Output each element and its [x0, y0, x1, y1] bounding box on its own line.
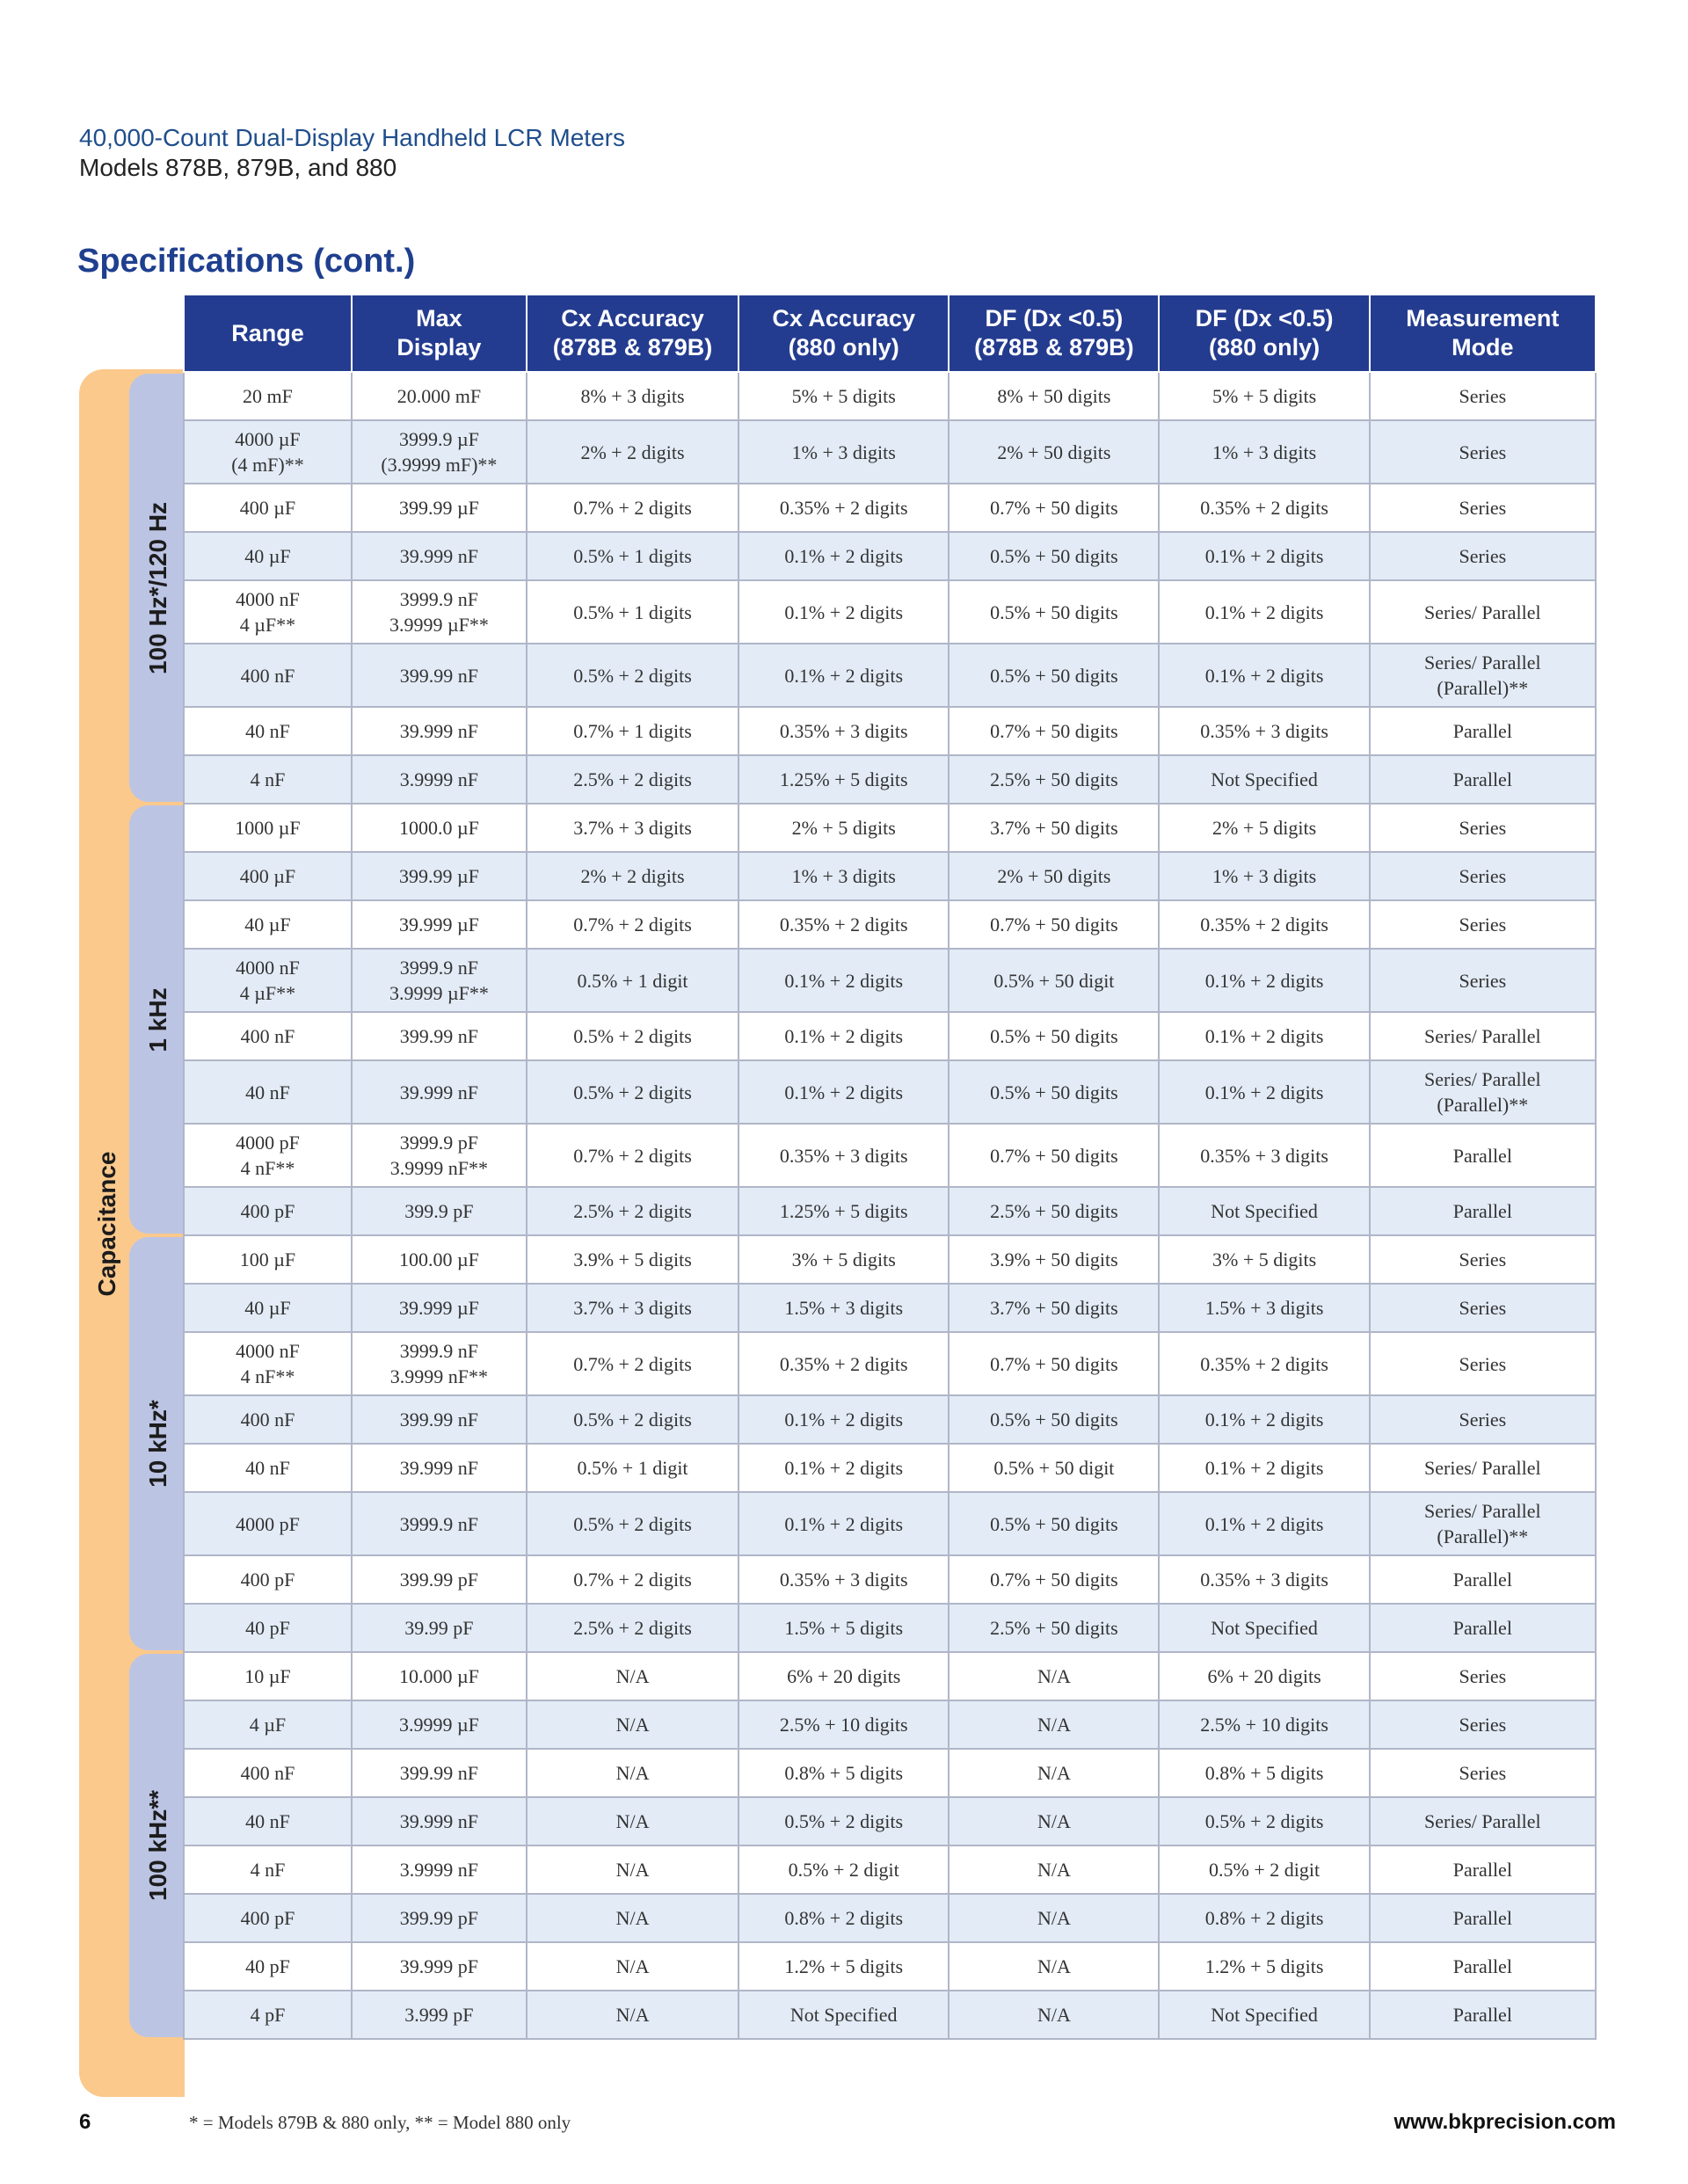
table-cell: Not Specified — [1159, 755, 1369, 804]
table-cell: 3999.9 pF 3.9999 nF** — [352, 1124, 527, 1187]
table-cell: 0.35% + 2 digits — [1159, 484, 1369, 532]
table-cell: Parallel — [1370, 755, 1596, 804]
table-cell: N/A — [527, 1845, 738, 1894]
table-cell: 0.5% + 50 digits — [949, 580, 1159, 644]
table-cell: 0.1% + 2 digits — [738, 532, 949, 580]
table-cell: 1% + 3 digits — [1159, 852, 1369, 900]
table-cell: N/A — [949, 1749, 1159, 1797]
table-cell: 3.999 pF — [352, 1991, 527, 2039]
table-cell: Series — [1370, 372, 1596, 420]
table-cell: Not Specified — [1159, 1991, 1369, 2039]
table-row — [184, 644, 1596, 707]
table-cell: 0.35% + 3 digits — [738, 1124, 949, 1187]
table-cell: N/A — [527, 1894, 738, 1942]
table-cell: 4000 nF 4 µF** — [184, 580, 352, 644]
table-cell: Series/ Parallel (Parallel)** — [1370, 1060, 1596, 1124]
table-cell: 3.9999 nF — [352, 1845, 527, 1894]
table-cell: 3.9999 nF — [352, 755, 527, 804]
table-cell: 2% + 50 digits — [949, 852, 1159, 900]
table-cell: 2% + 5 digits — [1159, 804, 1369, 852]
column-header: Cx Accuracy (880 only) — [738, 295, 949, 372]
table-row — [184, 707, 1596, 755]
table-cell: 400 pF — [184, 1894, 352, 1942]
table-cell: Series — [1370, 532, 1596, 580]
table-cell: 2.5% + 10 digits — [1159, 1700, 1369, 1749]
table-cell: 100 µF — [184, 1235, 352, 1284]
table-cell: 6% + 20 digits — [738, 1652, 949, 1700]
table-cell: N/A — [527, 1700, 738, 1749]
table-cell: 2.5% + 50 digits — [949, 755, 1159, 804]
table-cell: 0.1% + 2 digits — [738, 1060, 949, 1124]
table-cell: 400 nF — [184, 1395, 352, 1444]
table-cell: 0.5% + 2 digits — [527, 1492, 738, 1555]
table-cell: Series/ Parallel — [1370, 1797, 1596, 1845]
table-cell: 0.7% + 50 digits — [949, 1332, 1159, 1395]
table-cell: 3.7% + 3 digits — [527, 804, 738, 852]
table-cell: 40 µF — [184, 532, 352, 580]
table-cell: 0.1% + 2 digits — [1159, 1492, 1369, 1555]
table-cell: 4 nF — [184, 755, 352, 804]
table-cell: 1.5% + 3 digits — [1159, 1284, 1369, 1332]
table-cell: Series/ Parallel (Parallel)** — [1370, 1492, 1596, 1555]
table-cell: Series — [1370, 1652, 1596, 1700]
table-cell: 2% + 5 digits — [738, 804, 949, 852]
table-cell: 1000.0 µF — [352, 804, 527, 852]
table-cell: 40 µF — [184, 900, 352, 949]
table-cell: 0.1% + 2 digits — [738, 1012, 949, 1060]
table-cell: 39.999 µF — [352, 900, 527, 949]
table-cell: 3.7% + 50 digits — [949, 1284, 1159, 1332]
table-row — [184, 852, 1596, 900]
table-cell: 40 µF — [184, 1284, 352, 1332]
table-cell: N/A — [949, 1991, 1159, 2039]
table-cell: 6% + 20 digits — [1159, 1652, 1369, 1700]
table-row — [184, 420, 1596, 484]
table-cell: 399.99 pF — [352, 1894, 527, 1942]
table-cell: 399.99 nF — [352, 1395, 527, 1444]
table-cell: 3% + 5 digits — [1159, 1235, 1369, 1284]
table-row — [184, 532, 1596, 580]
table-cell: 3999.9 nF 3.9999 µF** — [352, 949, 527, 1012]
document-title: 40,000-Count Dual-Display Handheld LCR Meters — [79, 124, 625, 151]
table-cell: 0.7% + 2 digits — [527, 484, 738, 532]
table-cell: 10 µF — [184, 1652, 352, 1700]
table-cell: N/A — [527, 1652, 738, 1700]
table-cell: 0.5% + 50 digits — [949, 644, 1159, 707]
table-row — [184, 1942, 1596, 1991]
table-cell: 0.35% + 3 digits — [1159, 1555, 1369, 1604]
table-cell: 0.1% + 2 digits — [1159, 644, 1369, 707]
table-cell: 0.5% + 2 digits — [1159, 1797, 1369, 1845]
table-cell: 2.5% + 50 digits — [949, 1604, 1159, 1652]
table-cell: 0.7% + 1 digits — [527, 707, 738, 755]
table-cell: 0.35% + 2 digits — [738, 900, 949, 949]
table-cell: Series — [1370, 484, 1596, 532]
table-cell: Parallel — [1370, 1845, 1596, 1894]
table-cell: 0.5% + 2 digits — [527, 1012, 738, 1060]
table-cell: Series — [1370, 949, 1596, 1012]
table-row — [184, 755, 1596, 804]
table-cell: 0.1% + 2 digits — [1159, 1060, 1369, 1124]
frequency-label-text: 10 kHz* — [144, 1400, 171, 1488]
table-cell: 3% + 5 digits — [738, 1235, 949, 1284]
table-row — [184, 949, 1596, 1012]
table-cell: 0.8% + 2 digits — [738, 1894, 949, 1942]
table-cell: 0.5% + 2 digit — [738, 1845, 949, 1894]
table-cell: Parallel — [1370, 1894, 1596, 1942]
column-header: Max Display — [352, 295, 527, 372]
table-cell: 3999.9 nF — [352, 1492, 527, 1555]
table-cell: 0.5% + 50 digits — [949, 1060, 1159, 1124]
table-cell: 5% + 5 digits — [738, 372, 949, 420]
table-cell: Parallel — [1370, 1555, 1596, 1604]
table-cell: 0.5% + 50 digit — [949, 1444, 1159, 1492]
table-cell: 20.000 mF — [352, 372, 527, 420]
column-header: Cx Accuracy (878B & 879B) — [527, 295, 738, 372]
column-header: DF (Dx <0.5) (878B & 879B) — [949, 295, 1159, 372]
table-cell: 0.8% + 5 digits — [738, 1749, 949, 1797]
table-cell: 400 nF — [184, 1749, 352, 1797]
table-cell: 3.9% + 50 digits — [949, 1235, 1159, 1284]
table-cell: 399.99 µF — [352, 852, 527, 900]
table-cell: 39.99 pF — [352, 1604, 527, 1652]
table-cell: Series — [1370, 1395, 1596, 1444]
frequency-label-text: 100 kHz** — [144, 1789, 171, 1902]
table-cell: Parallel — [1370, 1604, 1596, 1652]
table-cell: 0.1% + 2 digits — [738, 644, 949, 707]
table-cell: 0.7% + 2 digits — [527, 900, 738, 949]
table-cell: 1.25% + 5 digits — [738, 755, 949, 804]
table-cell: 0.35% + 3 digits — [1159, 707, 1369, 755]
table-cell: 0.35% + 2 digits — [1159, 1332, 1369, 1395]
table-cell: 39.999 pF — [352, 1942, 527, 1991]
table-cell: N/A — [949, 1894, 1159, 1942]
table-row — [184, 804, 1596, 852]
table-cell: 0.5% + 2 digit — [1159, 1845, 1369, 1894]
table-row — [184, 1700, 1596, 1749]
table-cell: 4000 pF 4 nF** — [184, 1124, 352, 1187]
table-row — [184, 1187, 1596, 1235]
table-cell: 1.25% + 5 digits — [738, 1187, 949, 1235]
table-cell: 2.5% + 2 digits — [527, 1604, 738, 1652]
frequency-label-text: 1 kHz — [144, 986, 171, 1052]
table-cell: 8% + 3 digits — [527, 372, 738, 420]
table-row — [184, 1060, 1596, 1124]
table-cell: 400 µF — [184, 484, 352, 532]
table-cell: 3999.9 nF 3.9999 nF** — [352, 1332, 527, 1395]
table-cell: 1.2% + 5 digits — [1159, 1942, 1369, 1991]
table-cell: 0.1% + 2 digits — [738, 580, 949, 644]
table-cell: 399.99 µF — [352, 484, 527, 532]
section-title: Specifications (cont.) — [77, 243, 416, 280]
table-row — [184, 1604, 1596, 1652]
table-cell: N/A — [949, 1797, 1159, 1845]
table-cell: 0.7% + 50 digits — [949, 707, 1159, 755]
table-cell: 2.5% + 2 digits — [527, 755, 738, 804]
table-row — [184, 1124, 1596, 1187]
table-cell: 39.999 nF — [352, 532, 527, 580]
table-cell: 0.35% + 2 digits — [738, 1332, 949, 1395]
table-cell: 3.7% + 50 digits — [949, 804, 1159, 852]
table-row — [184, 1492, 1596, 1555]
table-cell: 0.5% + 1 digit — [527, 949, 738, 1012]
table-cell: 0.5% + 1 digit — [527, 1444, 738, 1492]
table-cell: 0.8% + 5 digits — [1159, 1749, 1369, 1797]
table-cell: 100.00 µF — [352, 1235, 527, 1284]
table-cell: Series — [1370, 420, 1596, 484]
table-cell: Series/ Parallel — [1370, 1012, 1596, 1060]
table-cell: 0.7% + 50 digits — [949, 484, 1159, 532]
table-cell: N/A — [949, 1652, 1159, 1700]
table-cell: N/A — [949, 1845, 1159, 1894]
table-cell: 3.9999 µF — [352, 1700, 527, 1749]
table-cell: Series — [1370, 852, 1596, 900]
table-cell: 0.5% + 50 digits — [949, 1492, 1159, 1555]
table-cell: Parallel — [1370, 1942, 1596, 1991]
table-row — [184, 1991, 1596, 2039]
table-row — [184, 1652, 1596, 1700]
table-cell: N/A — [949, 1942, 1159, 1991]
table-row — [184, 1555, 1596, 1604]
table-row — [184, 900, 1596, 949]
table-cell: 40 nF — [184, 1797, 352, 1845]
table-row — [184, 1797, 1596, 1845]
table-cell: 400 µF — [184, 852, 352, 900]
table-cell: 0.5% + 2 digits — [527, 1060, 738, 1124]
table-cell: Series — [1370, 1749, 1596, 1797]
table-cell: 4 pF — [184, 1991, 352, 2039]
table-cell: 0.1% + 2 digits — [1159, 580, 1369, 644]
table-cell: 0.1% + 2 digits — [738, 1395, 949, 1444]
table-cell: 0.5% + 2 digits — [527, 644, 738, 707]
table-cell: 0.5% + 50 digits — [949, 1395, 1159, 1444]
page-number: 6 — [79, 2110, 91, 2134]
table-cell: Series/ Parallel — [1370, 580, 1596, 644]
table-cell: 399.99 nF — [352, 1749, 527, 1797]
specifications-table — [183, 294, 1597, 2040]
frequency-label-text: 100 Hz*/120 Hz — [144, 501, 171, 674]
table-cell: 0.1% + 2 digits — [1159, 532, 1369, 580]
table-cell: Series — [1370, 1332, 1596, 1395]
table-cell: 4000 nF 4 µF** — [184, 949, 352, 1012]
table-cell: Series — [1370, 1235, 1596, 1284]
table-cell: 1.5% + 3 digits — [738, 1284, 949, 1332]
table-cell: 0.35% + 3 digits — [738, 707, 949, 755]
table-body — [184, 372, 1596, 2039]
table-cell: 400 pF — [184, 1187, 352, 1235]
table-row — [184, 1845, 1596, 1894]
table-cell: 39.999 nF — [352, 1797, 527, 1845]
table-cell: 399.99 nF — [352, 1012, 527, 1060]
table-cell: 0.5% + 1 digits — [527, 580, 738, 644]
table-cell: 0.7% + 50 digits — [949, 900, 1159, 949]
table-cell: 0.5% + 50 digits — [949, 1012, 1159, 1060]
table-cell: 0.35% + 3 digits — [738, 1555, 949, 1604]
website-url[interactable]: www.bkprecision.com — [1393, 2110, 1616, 2134]
table-cell: Series/ Parallel (Parallel)** — [1370, 644, 1596, 707]
table-row — [184, 1332, 1596, 1395]
table-cell: 0.1% + 2 digits — [1159, 949, 1369, 1012]
table-row — [184, 1444, 1596, 1492]
table-cell: 0.7% + 2 digits — [527, 1555, 738, 1604]
table-cell: N/A — [949, 1700, 1159, 1749]
document-subtitle: Models 878B, 879B, and 880 — [79, 154, 397, 181]
table-cell: 0.1% + 2 digits — [1159, 1395, 1369, 1444]
capacitance-label-text: Capacitance — [93, 1151, 120, 1297]
column-header: Measurement Mode — [1370, 295, 1596, 372]
table-row — [184, 1284, 1596, 1332]
table-cell: 0.5% + 2 digits — [527, 1395, 738, 1444]
table-cell: 40 pF — [184, 1942, 352, 1991]
table-cell: 400 nF — [184, 1012, 352, 1060]
table-cell: 4 nF — [184, 1845, 352, 1894]
table-cell: 399.99 nF — [352, 644, 527, 707]
table-cell: 0.7% + 50 digits — [949, 1124, 1159, 1187]
table-header-row — [184, 295, 1596, 372]
table-cell: 5% + 5 digits — [1159, 372, 1369, 420]
table-row — [184, 484, 1596, 532]
table-cell: 400 nF — [184, 644, 352, 707]
table-cell: 39.999 nF — [352, 707, 527, 755]
table-cell: 0.7% + 2 digits — [527, 1124, 738, 1187]
table-cell: 0.8% + 2 digits — [1159, 1894, 1369, 1942]
table-cell: 2% + 50 digits — [949, 420, 1159, 484]
table-cell: 399.9 pF — [352, 1187, 527, 1235]
table-cell: 4000 pF — [184, 1492, 352, 1555]
table-cell: Series — [1370, 900, 1596, 949]
table-cell: Not Specified — [1159, 1604, 1369, 1652]
table-cell: Parallel — [1370, 1124, 1596, 1187]
column-header: DF (Dx <0.5) (880 only) — [1159, 295, 1369, 372]
table-cell: 0.1% + 2 digits — [738, 1444, 949, 1492]
table-cell: 0.7% + 2 digits — [527, 1332, 738, 1395]
table-cell: 0.7% + 50 digits — [949, 1555, 1159, 1604]
table-row — [184, 1235, 1596, 1284]
table-cell: 2.5% + 10 digits — [738, 1700, 949, 1749]
table-cell: 1% + 3 digits — [738, 852, 949, 900]
table-cell: Series — [1370, 804, 1596, 852]
table-cell: 399.99 pF — [352, 1555, 527, 1604]
table-cell: 0.1% + 2 digits — [738, 1492, 949, 1555]
table-cell: 39.999 µF — [352, 1284, 527, 1332]
table-cell: 0.35% + 3 digits — [1159, 1124, 1369, 1187]
table-row — [184, 1894, 1596, 1942]
table-cell: 0.5% + 1 digits — [527, 532, 738, 580]
table-cell: N/A — [527, 1749, 738, 1797]
table-cell: 0.1% + 2 digits — [738, 949, 949, 1012]
table-row — [184, 1749, 1596, 1797]
table-cell: 400 pF — [184, 1555, 352, 1604]
table-cell: 2.5% + 50 digits — [949, 1187, 1159, 1235]
table-cell: 0.1% + 2 digits — [1159, 1444, 1369, 1492]
table-cell: 8% + 50 digits — [949, 372, 1159, 420]
table-row — [184, 372, 1596, 420]
table-cell: Series — [1370, 1700, 1596, 1749]
table-cell: 40 pF — [184, 1604, 352, 1652]
table-cell: 3999.9 µF (3.9999 mF)** — [352, 420, 527, 484]
table-cell: 1.5% + 5 digits — [738, 1604, 949, 1652]
table-cell: 0.5% + 50 digits — [949, 532, 1159, 580]
table-cell: 0.1% + 2 digits — [1159, 1012, 1369, 1060]
table-cell: 1.2% + 5 digits — [738, 1942, 949, 1991]
table-cell: Parallel — [1370, 1991, 1596, 2039]
table-cell: Not Specified — [1159, 1187, 1369, 1235]
table-cell: 0.35% + 2 digits — [1159, 900, 1369, 949]
table-cell: 40 nF — [184, 1444, 352, 1492]
table-cell: 0.5% + 50 digit — [949, 949, 1159, 1012]
table-row — [184, 1012, 1596, 1060]
table-cell: 40 nF — [184, 707, 352, 755]
table-cell: 1% + 3 digits — [738, 420, 949, 484]
column-header: Range — [184, 295, 352, 372]
table-cell: 20 mF — [184, 372, 352, 420]
table-cell: 0.5% + 2 digits — [738, 1797, 949, 1845]
table-cell: 39.999 nF — [352, 1060, 527, 1124]
table-cell: 2% + 2 digits — [527, 852, 738, 900]
table-cell: 4000 nF 4 nF** — [184, 1332, 352, 1395]
table-cell: 4000 µF (4 mF)** — [184, 420, 352, 484]
table-cell: 2.5% + 2 digits — [527, 1187, 738, 1235]
table-cell: Series — [1370, 1284, 1596, 1332]
table-cell: 39.999 nF — [352, 1444, 527, 1492]
table-cell: N/A — [527, 1991, 738, 2039]
table-cell: 0.35% + 2 digits — [738, 484, 949, 532]
table-cell: Series/ Parallel — [1370, 1444, 1596, 1492]
table-cell: 40 nF — [184, 1060, 352, 1124]
table-cell: 1% + 3 digits — [1159, 420, 1369, 484]
table-cell: 3999.9 nF 3.9999 µF** — [352, 580, 527, 644]
table-cell: 3.9% + 5 digits — [527, 1235, 738, 1284]
table-cell: Parallel — [1370, 707, 1596, 755]
table-cell: 1000 µF — [184, 804, 352, 852]
table-cell: 3.7% + 3 digits — [527, 1284, 738, 1332]
table-row — [184, 580, 1596, 644]
footnote: * = Models 879B & 880 only, ** = Model 880 only — [189, 2112, 571, 2133]
table-cell: Not Specified — [738, 1991, 949, 2039]
table-cell: N/A — [527, 1797, 738, 1845]
table-cell: N/A — [527, 1942, 738, 1991]
table-cell: 2% + 2 digits — [527, 420, 738, 484]
table-cell: 4 µF — [184, 1700, 352, 1749]
table-cell: 10.000 µF — [352, 1652, 527, 1700]
table-cell: Parallel — [1370, 1187, 1596, 1235]
table-row — [184, 1395, 1596, 1444]
